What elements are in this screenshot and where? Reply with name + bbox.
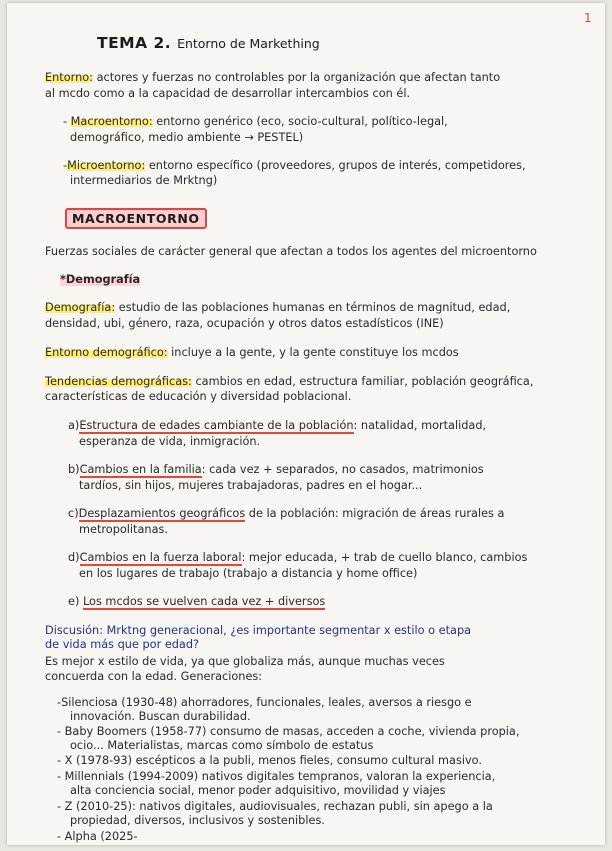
- micro-item-line-1: -Microentorno: entorno específico (proveedores, grupos de interés, competidores,: [63, 159, 526, 172]
- page-number: 1: [584, 11, 592, 25]
- page-title: [97, 36, 320, 51]
- macroentorno-header: MACROENTORNO: [65, 208, 207, 229]
- title-main: TEMA 2.: [97, 34, 172, 52]
- respuesta-line-1: Es mejor x estilo de vida, ya que globaliza más, aunque muchas veces: [45, 655, 445, 668]
- macro-item-term: Macroentorno:: [70, 115, 153, 128]
- trend-c-label: c): [68, 507, 79, 520]
- trend-b-line-2: tardíos, sin hijos, mujeres trabajadoras, padres en el hogar...: [79, 479, 423, 492]
- trend-c-term: Desplazamientos geográficos: [78, 507, 246, 520]
- entorno-text-1: actores y fuerzas no controlables por la organización que afectan tanto: [96, 71, 501, 84]
- trend-a-text-1: : natalidad, mortalidad,: [353, 419, 487, 432]
- trend-a-term: Estructura de edades cambiante de la población: [79, 419, 354, 432]
- trend-d-label: d): [68, 551, 80, 564]
- trend-b-line-1: [68, 462, 484, 477]
- gen-x-line-1: - X (1978-93) escépticos a la publi, menos fieles, consumo cultural masivo.: [57, 754, 482, 767]
- trend-c-line-1: [68, 506, 504, 521]
- trend-b-term: Cambios en la familia: [79, 463, 202, 476]
- entorno-demo-line: [45, 345, 459, 360]
- demografia-def-text-1: estudio de las poblaciones humanas en términos de magnitud, edad,: [118, 301, 511, 314]
- entorno-line-2: al mcdo como a la capacidad de desarrollar intercambios con él.: [45, 87, 411, 100]
- trend-d-text-1: : mejor educada, + trab de cuello blanco, cambios: [241, 551, 528, 564]
- trend-b-label: b): [68, 463, 80, 476]
- gen-millennials-line-2: alta conciencia social, menor poder adquisitivo, movilidad y viajes: [70, 784, 446, 797]
- trend-a-line-1: [68, 418, 486, 433]
- discusion-line-2: de vida más que por edad?: [45, 638, 200, 651]
- tendencias-line-2: características de educación y diversidad poblacional.: [45, 390, 352, 403]
- trend-d-line-2: en los lugares de trabajo (trabajo a distancia y home office): [79, 567, 418, 580]
- gen-z-line-2: propiedad, diversos, inclusivos y sostenibles.: [70, 814, 325, 827]
- fuerzas-line: Fuerzas sociales de carácter general que afectan a todos los agentes del microentorno: [45, 245, 537, 258]
- trend-e-line-1: [68, 594, 325, 609]
- trend-a-label: a): [68, 419, 80, 432]
- macro-item-line-1: - Macroentorno: entorno genérico (eco, socio-cultural, político-legal,: [63, 115, 448, 128]
- micro-item-term: Microentorno:: [67, 159, 146, 172]
- gen-z-line-1: - Z (2010-25): nativos digitales, audiovisuales, rechazan publi, sin apego a la: [57, 800, 493, 813]
- discusion-line-1: Discusión: Mrktng generacional, ¿es importante segmentar x estilo o etapa: [45, 624, 472, 637]
- trend-c-line-2: metropolitanas.: [79, 523, 168, 536]
- entorno-term: Entorno:: [45, 71, 93, 84]
- gen-silenciosa-line-2: innovación. Buscan durabilidad.: [70, 710, 251, 723]
- gen-silenciosa-line-1: -Silenciosa (1930-48) ahorradores, funcionales, leales, aversos a riesgo e: [57, 696, 472, 709]
- notebook-page: [7, 3, 605, 845]
- demografia-header: *Demografía: [60, 273, 141, 286]
- macro-item-line-2: demográfico, medio ambiente → PESTEL): [70, 131, 304, 144]
- micro-item-text-1: entorno específico (proveedores, grupos de interés, competidores,: [148, 159, 526, 172]
- trend-d-term: Cambios en la fuerza laboral: [79, 551, 242, 564]
- micro-item-line-2: intermediarios de Mrktng): [70, 174, 218, 187]
- tendencias-line-1: [45, 374, 533, 389]
- tendencias-term: Tendencias demográficas:: [45, 375, 192, 388]
- trend-a-line-2: esperanza de vida, inmigración.: [79, 435, 261, 448]
- gen-boomers-line-1: - Baby Boomers (1958-77) consumo de masas, acceden a coche, vivienda propia,: [57, 725, 520, 738]
- title-sub: Entorno de Markething: [177, 36, 320, 51]
- macro-item-text-1: entorno genérico (eco, socio-cultural, político-legal,: [156, 115, 448, 128]
- entorno-demo-text: incluye a la gente, y la gente constituye los mcdos: [171, 346, 459, 359]
- trend-e-label: e): [68, 595, 80, 608]
- respuesta-line-2: concuerda con la edad. Generaciones:: [45, 670, 263, 683]
- demografia-def-term: Demografía:: [45, 301, 116, 314]
- trend-c-text-1: de la población: migración de áreas rurales a: [245, 507, 505, 520]
- gen-alpha-line-1: - Alpha (2025-: [57, 830, 138, 843]
- trend-e-term: Los mcdos se vuelven cada vez + diversos: [82, 595, 326, 608]
- tendencias-text-1: cambios en edad, estructura familiar, población geográfica,: [195, 375, 534, 388]
- demografia-def-line-1: [45, 300, 510, 315]
- trend-d-line-1: [68, 550, 527, 565]
- entorno-demo-term: Entorno demográfico:: [45, 346, 168, 359]
- gen-boomers-line-2: ocio... Materialistas, marcas como símbolo de estatus: [70, 739, 374, 752]
- gen-millennials-line-1: - Millennials (1994-2009) nativos digitales tempranos, valoran la experiencia,: [57, 770, 496, 783]
- demografia-def-line-2: densidad, ubi, género, raza, ocupación y otros datos estadísticos (INE): [45, 317, 444, 330]
- entorno-line-1: [45, 70, 500, 85]
- trend-b-text-1: : cada vez + separados, no casados, matrimonios: [201, 463, 484, 476]
